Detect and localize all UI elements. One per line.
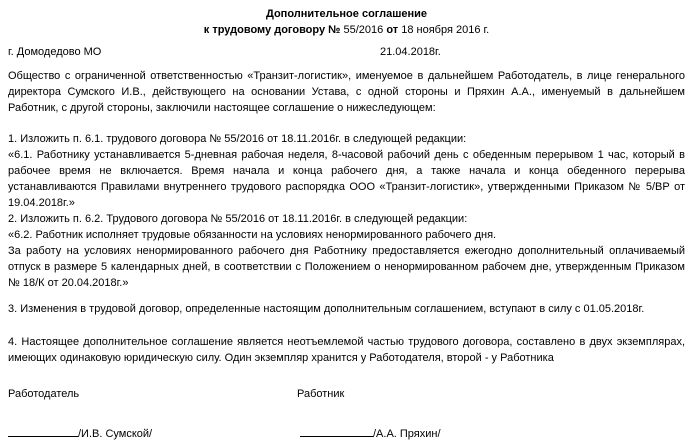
document-subtitle xyxy=(8,22,685,38)
clause-1 xyxy=(8,131,685,211)
employee-signature-block xyxy=(300,424,441,442)
city-label: г. Домодедово МО xyxy=(8,46,102,58)
employer-label: Работодатель xyxy=(8,388,80,400)
signature-labels-row xyxy=(8,386,685,402)
clause-1-body: «6.1. Работнику устанавливается 5-дневная рабочая неделя, 8-часовой рабочий день с обеденным перерывом 1 час, который в рабочее время не включается. Время начала и конца рабочего дня, а также начала и конца обеденного перерыва устанавливаются Правилами внутреннего трудового распорядка ООО «Транзит-логистик», утвержденными Приказом № 5/ВР от 19.04.2018г.» xyxy=(8,149,685,209)
subtitle-prefix: к трудовому договору № xyxy=(203,24,341,36)
clause-3: 3. Изменения в трудовой договор, определенные настоящим дополнительным соглашением, вступают в силу с 01.05.2018г. xyxy=(8,303,645,315)
agreement-date-label: 21.04.2018г. xyxy=(380,46,441,58)
clause-2 xyxy=(8,211,685,291)
contract-number: 55/2016 xyxy=(343,24,384,36)
subtitle-connector: от xyxy=(386,24,399,36)
employer-signature-block xyxy=(8,428,152,440)
employee-signature-name: /А.А. Пряхин/ xyxy=(373,428,441,440)
clause-2-heading: 2. Изложить п. 6.2. Трудового договора № 55/2016 от 18.11.2016г. в следующей редакции: xyxy=(8,213,468,225)
city-date-row xyxy=(8,44,685,60)
clause-2-statement: «6.2. Работник исполняет трудовые обязанности на условиях ненормированного рабочего дня. xyxy=(8,229,497,241)
clause-4: 4. Настоящее дополнительное соглашение является неотъемлемой частью трудового договора, составлено в двух экземплярах, имеющих одинаковую юридическую силу. Один экземпляр хранится у Работодателя, второй - у Работника xyxy=(8,336,685,364)
employer-signature-line xyxy=(8,424,78,437)
employee-label: Работник xyxy=(297,388,345,400)
employee-signature-line xyxy=(300,424,373,437)
clause-1-heading: 1. Изложить п. 6.1. трудового договора № 55/2016 от 18.11.2016г. в следующей редакции: xyxy=(8,133,467,145)
document-title: Дополнительное соглашение xyxy=(265,8,428,20)
clause-2-body: За работу на условиях ненормированного рабочего дня Работнику предоставляется ежегодно дополнительный оплачиваемый отпуск в размере 5 календарных дней, в соответствии с Положением о ненормированном рабочем дне, утвержденным Приказом № 18/К от 20.04.2018г.» xyxy=(8,245,685,289)
signature-row xyxy=(8,424,685,440)
intro-paragraph: Общество с ограниченной ответственностью «Транзит-логистик», именуемое в дальнейшем Работодатель, в лице генерального директора Сумского И.В., действующего на основании Устава, с одной стороны и Пряхин А.А., именуемый в дальнейшем Работник, с другой стороны, заключили настоящее соглашение о нижеследующем: xyxy=(8,70,685,114)
contract-date: 18 ноября 2016 г. xyxy=(401,24,490,36)
employer-signature-name: /И.В. Сумской/ xyxy=(78,428,153,440)
